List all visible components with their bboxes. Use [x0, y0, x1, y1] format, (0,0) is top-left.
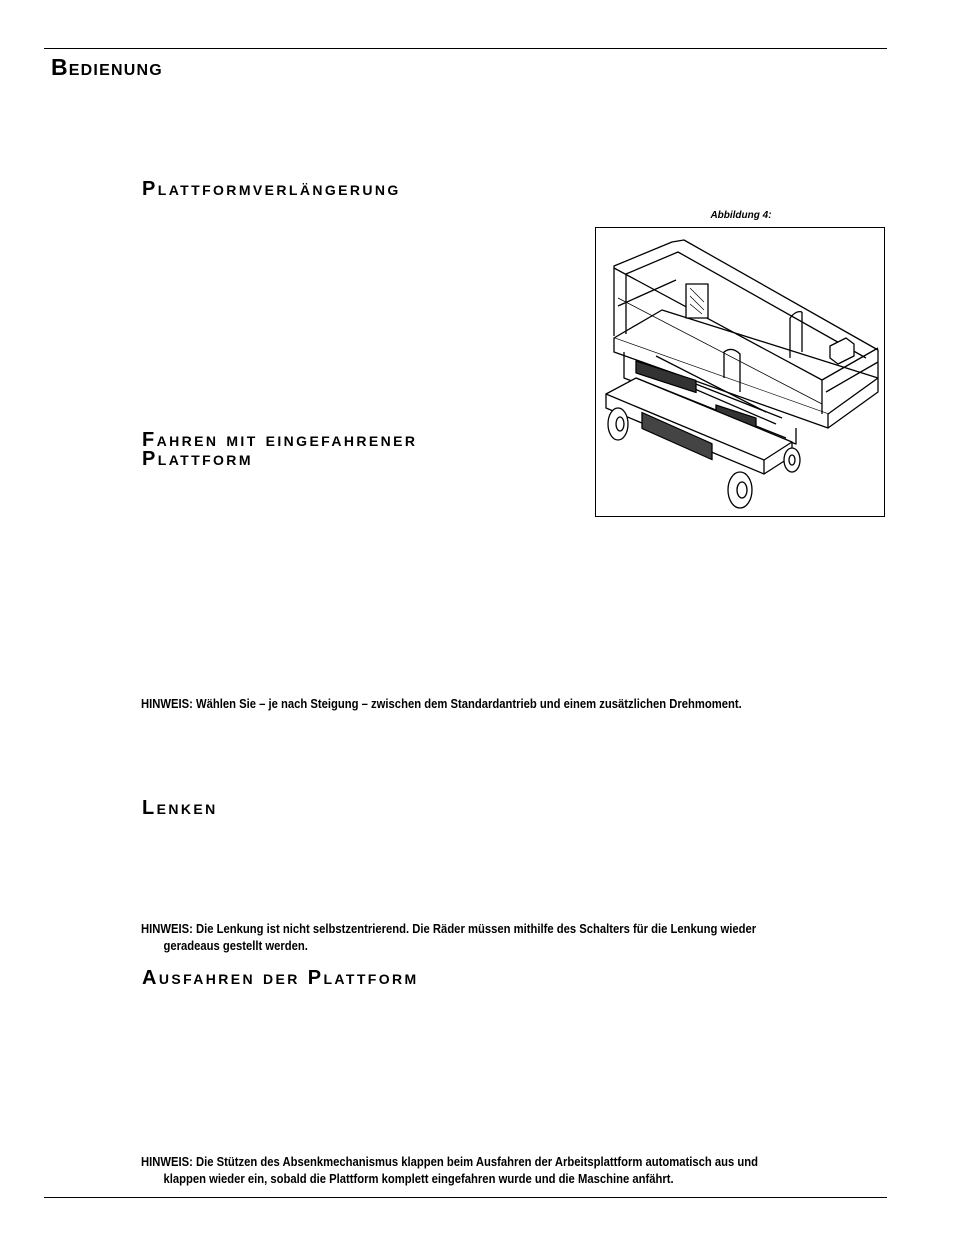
note-drehmoment	[141, 696, 879, 713]
heading-ausfahren-der-plattform: Ausfahren der Plattform	[142, 967, 419, 989]
note-text-line1: Die Lenkung ist nicht selbstzentrierend. Die Räder müssen mithilfe des Schalters für die Lenkung wieder	[196, 922, 757, 936]
header-rule	[44, 48, 887, 49]
figure-scissor-lift	[595, 227, 885, 517]
figure-caption: Abbildung 4:	[710, 210, 772, 221]
note-label: HINWEIS:	[141, 1155, 193, 1169]
note-label: HINWEIS:	[141, 697, 193, 711]
note-lenkung	[141, 921, 879, 955]
heading-fahren-line1: Fahren mit eingefahrener	[142, 429, 418, 451]
heading-plattformverlaengerung: Plattformverlängerung	[142, 178, 401, 200]
note-text-line1: Die Stützen des Absenkmechanismus klappen beim Ausfahren der Arbeitsplattform automatisch aus und	[196, 1155, 759, 1169]
page-title: Bedienung	[51, 54, 163, 80]
note-text-line2: klappen wieder ein, sobald die Plattform komplett eingefahren wurde und die Maschine anfährt.	[163, 1172, 674, 1186]
note-absenkmechanismus	[141, 1154, 879, 1188]
footer-rule	[44, 1197, 887, 1198]
heading-lenken: Lenken	[142, 797, 218, 819]
heading-fahren-mit-eingefahrener-plattform	[142, 431, 562, 469]
note-label: HINWEIS:	[141, 922, 193, 936]
note-text: Wählen Sie – je nach Steigung – zwischen dem Standardantrieb und einem zusätzlichen Drehmoment.	[196, 697, 742, 711]
note-text-line2: geradeaus gestellt werden.	[163, 939, 308, 953]
scissor-lift-illustration	[596, 228, 884, 516]
heading-fahren-line2: Plattform	[142, 448, 253, 470]
